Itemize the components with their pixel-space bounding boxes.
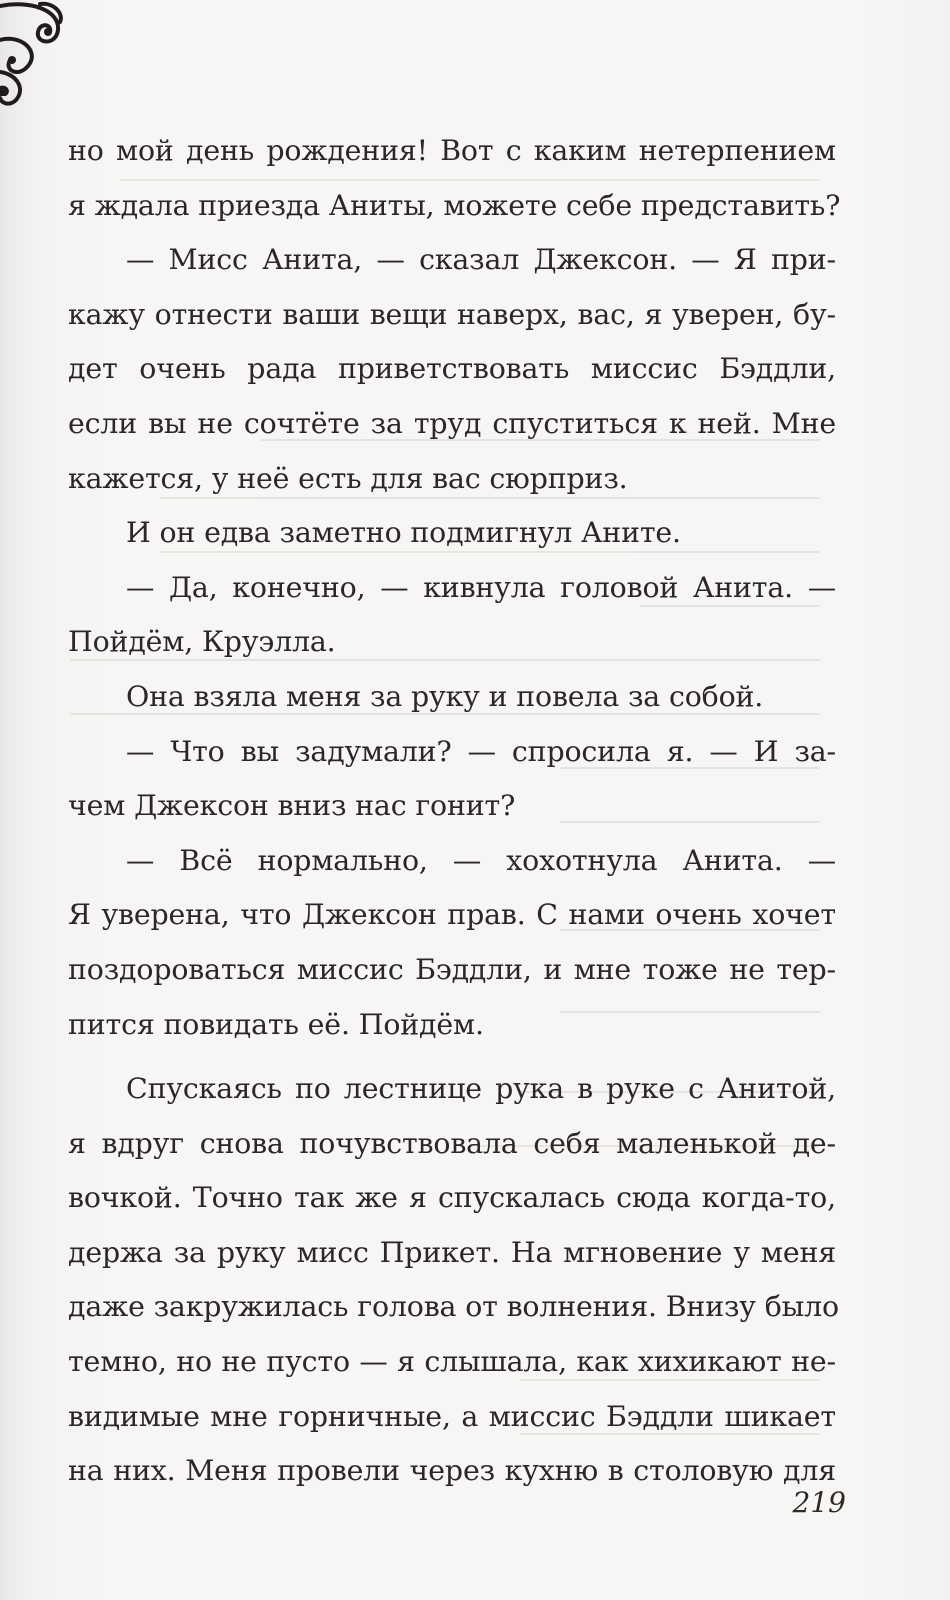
text-line: держа за руку мисс Прикет. На мгновение у меня [68,1235,836,1269]
text-line: темно, но не пусто — я слышала, как хихикают не- [68,1345,836,1379]
text-line: Спускаясь по лестнице рука в руке с Анитой, [126,1072,836,1106]
text-line: — Да, конечно, — кивнула головой Анита. — [126,570,836,604]
text-line: на них. Меня провели через кухню в столовую для [68,1454,836,1488]
text-line: я ждала приезда Аниты, можете себе представить? [68,188,841,222]
text-line: дет очень рада приветствовать миссис Бэддли, [68,352,836,386]
text-line: вочкой. Точно так же я спускалась сюда когда-то, [68,1181,836,1215]
text-line: Она взяла меня за руку и повела за собой. [126,679,764,713]
text-line: кажу отнести ваши вещи наверх, вас, я уверен, бу- [68,297,836,331]
text-line: пится повидать её. Пойдём. [68,1007,484,1041]
text-line: — Что вы задумали? — спросила я. — И за- [126,734,836,768]
text-line: кажется, у неё есть для вас сюрприз. [68,461,628,495]
text-line: видимые мне горничные, а миссис Бэддли шикает [68,1399,836,1433]
text-line: И он едва заметно подмигнул Аните. [126,516,681,550]
text-line: — Мисс Анита, — сказал Джексон. — Я при- [126,243,836,277]
text-line: если вы не сочтёте за труд спуститься к ней. Мне [68,406,836,440]
page-number: 219 [792,1486,846,1519]
text-line: Я уверена, что Джексон прав. С нами очень хочет [68,898,836,932]
page-body-text [68,124,841,1499]
text-line: я вдруг снова почувствовала себя маленькой де- [68,1126,836,1160]
text-line: Пойдём, Круэлла. [68,625,336,659]
text-line: — Всё нормально, — хохотнула Анита. — [126,843,836,877]
text-line: поздороваться миссис Бэддли, и мне тоже не тер- [68,952,836,986]
text-line: даже закружилась голова от волнения. Внизу было [68,1290,839,1324]
corner-flourish-icon [0,0,80,110]
text-line: но мой день рождения! Вот с каким нетерпением [68,134,836,167]
text-line: чем Джексон вниз нас гонит? [68,789,516,823]
